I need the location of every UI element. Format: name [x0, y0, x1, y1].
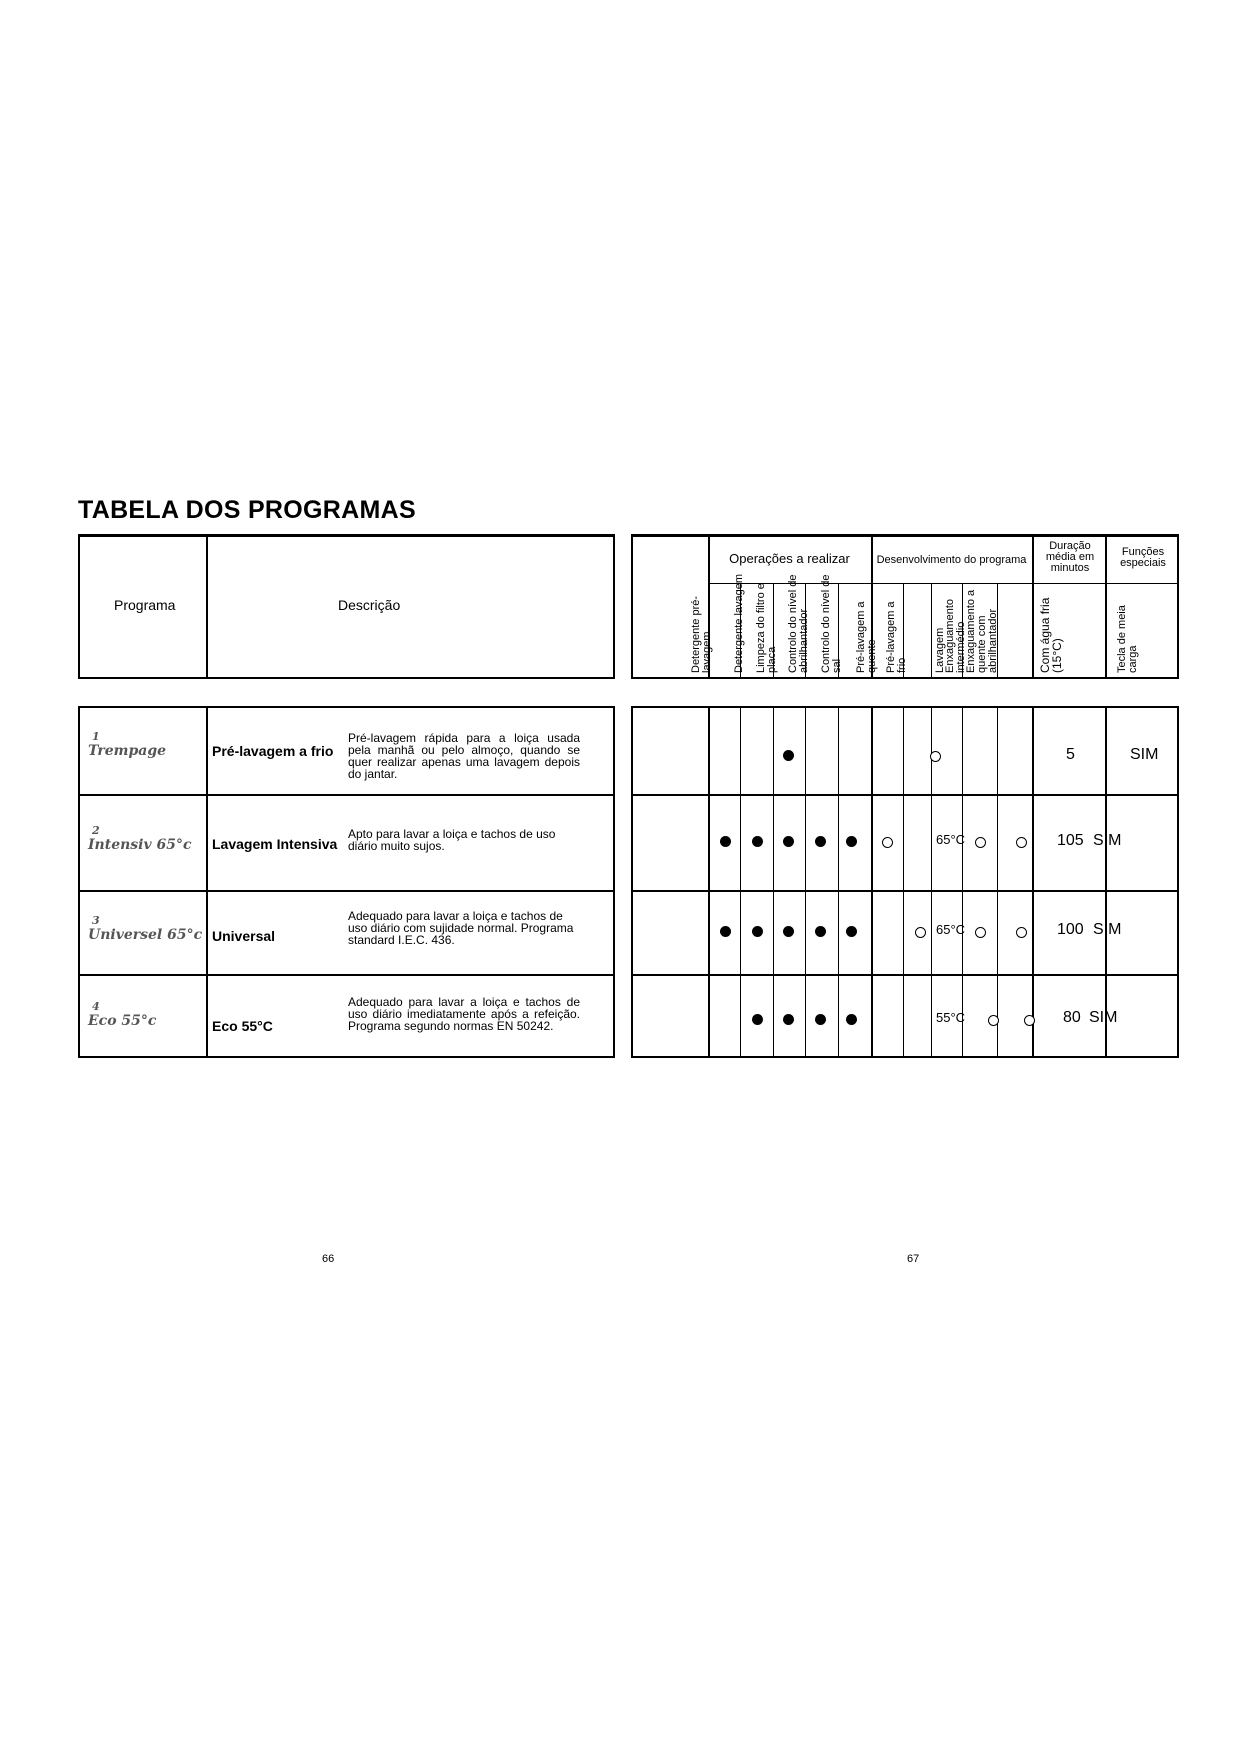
program-name: Pré-lavagem a frio	[212, 743, 334, 759]
filled-dot-icon	[783, 1014, 794, 1025]
program-description: Adequado para lavar a loiça e tachos de uso diário com sujidade normal. Programa standard I.E.C. 436.	[348, 909, 574, 947]
open-circle-icon	[915, 927, 926, 938]
open-circle-icon	[1016, 837, 1027, 848]
open-circle-icon	[1024, 1015, 1035, 1026]
filled-dot-icon	[846, 836, 857, 847]
column-divider	[206, 708, 208, 1056]
col-meia-carga: Tecla de meia carga	[1116, 605, 1139, 673]
column-divider	[997, 708, 998, 1056]
col-enxaguamento-intermedio: Enxaguamento intermédio	[944, 599, 967, 673]
col-detergente-lavagem: Detergente lavagem	[733, 573, 745, 673]
filled-dot-icon	[846, 1014, 857, 1025]
column-divider	[708, 708, 710, 1056]
col-agua-fria: Com água fria (15°C)	[1038, 597, 1064, 673]
header-programa: Programa	[114, 597, 176, 613]
programs-description-table	[78, 706, 615, 1058]
column-divider	[962, 708, 963, 1056]
col-controlo-abrilhantador: Controlo do nível de abrilhantador	[787, 574, 810, 673]
column-divider	[931, 583, 932, 677]
col-lavagem: Lavagem	[934, 627, 946, 673]
programs-operations-table	[631, 706, 1179, 1058]
program-description: Pré-lavagem rápida para a loiça usada pela manhã ou pelo almoço, quando se quer realizar apenas uma lavagem depois do jantar.	[348, 731, 580, 781]
column-divider	[1105, 708, 1107, 1056]
filled-dot-icon	[752, 926, 763, 937]
open-circle-icon	[975, 837, 986, 848]
open-circle-icon	[930, 751, 941, 762]
program-logo: 4 Eco 55°c	[88, 1000, 157, 1029]
filled-dot-icon	[846, 926, 857, 937]
group-duracao: Duração média em minutos	[1045, 540, 1095, 574]
wash-temperature: 55°C	[936, 1010, 966, 1025]
page-title: TABELA DOS PROGRAMAS	[78, 496, 416, 524]
row-divider	[633, 794, 1177, 796]
wash-temperature: 65°C	[936, 922, 966, 937]
column-divider	[1032, 708, 1034, 1056]
wash-temperature: 65°C	[936, 832, 966, 847]
program-description: Apto para lavar a loiça e tachos de uso diário muito sujos.	[348, 827, 556, 853]
open-circle-icon	[882, 837, 893, 848]
duration-value: 5	[1066, 746, 1075, 763]
row-divider	[80, 890, 613, 892]
col-prelavagem-frio: Pré-lavagem a frio	[885, 601, 908, 673]
page-number-right: 67	[907, 1253, 920, 1265]
header-divider	[708, 583, 1177, 584]
filled-dot-icon	[720, 926, 731, 937]
half-load-value: SIM	[1093, 921, 1122, 938]
group-funcoes: Funções especiais	[1120, 546, 1166, 569]
program-name: Universal	[212, 928, 276, 944]
col-limpeza-filtro: Limpeza do filtro e placa	[755, 583, 778, 673]
header-descricao: Descrição	[338, 597, 401, 613]
column-divider	[805, 708, 806, 1056]
filled-dot-icon	[752, 1014, 763, 1025]
group-operacoes: Operações a realizar	[729, 551, 850, 566]
filled-dot-icon	[815, 836, 826, 847]
program-name: Eco 55°C	[212, 1018, 273, 1034]
page-number-left: 66	[322, 1253, 335, 1265]
row-divider	[80, 794, 613, 796]
column-divider	[740, 708, 741, 1056]
filled-dot-icon	[720, 836, 731, 847]
filled-dot-icon	[783, 926, 794, 937]
duration-value: 100	[1057, 921, 1084, 938]
filled-dot-icon	[783, 750, 794, 761]
group-desenvolvimento: Desenvolvimento do programa	[876, 554, 1027, 566]
program-logo: 1 Trempage	[88, 730, 167, 759]
column-divider	[1032, 537, 1034, 677]
filled-dot-icon	[752, 836, 763, 847]
half-load-value: SIM	[1130, 746, 1159, 763]
col-detergente-prelavagem: Detergente pré-lavagem	[690, 595, 713, 673]
col-enxaguamento-quente: Enxaguamento a quente com abrilhantador	[965, 589, 999, 673]
column-divider	[838, 708, 839, 1056]
row-divider	[633, 974, 1177, 976]
open-circle-icon	[975, 927, 986, 938]
duration-value: 80	[1063, 1009, 1081, 1026]
col-controlo-sal: Controlo do nível de sal	[820, 574, 843, 673]
column-divider	[206, 537, 208, 677]
open-circle-icon	[988, 1015, 999, 1026]
column-divider	[773, 708, 774, 1056]
filled-dot-icon	[815, 926, 826, 937]
duration-value: 105	[1057, 832, 1084, 849]
open-circle-icon	[1016, 927, 1027, 938]
program-logo: 2 Intensiv 65°c	[88, 824, 192, 853]
half-load-value: SIM	[1093, 832, 1122, 849]
row-divider	[633, 890, 1177, 892]
column-divider	[871, 708, 873, 1056]
column-divider	[903, 708, 904, 1056]
col-prelavagem-quente: Pré-lavagem a quente	[855, 601, 878, 673]
program-name: Lavagem Intensiva	[212, 836, 338, 852]
program-logo: 3 Universel 65°c	[88, 914, 203, 943]
column-divider	[1105, 537, 1107, 677]
row-divider	[80, 974, 613, 976]
filled-dot-icon	[783, 836, 794, 847]
program-description: Adequado para lavar a loiça e tachos de uso diário imediatamente após a refeição. Programa segundo normas EN 50242.	[348, 995, 580, 1033]
half-load-value: SIM	[1089, 1009, 1118, 1026]
right-header-table	[631, 534, 1179, 679]
filled-dot-icon	[815, 1014, 826, 1025]
left-header-table	[78, 534, 615, 679]
